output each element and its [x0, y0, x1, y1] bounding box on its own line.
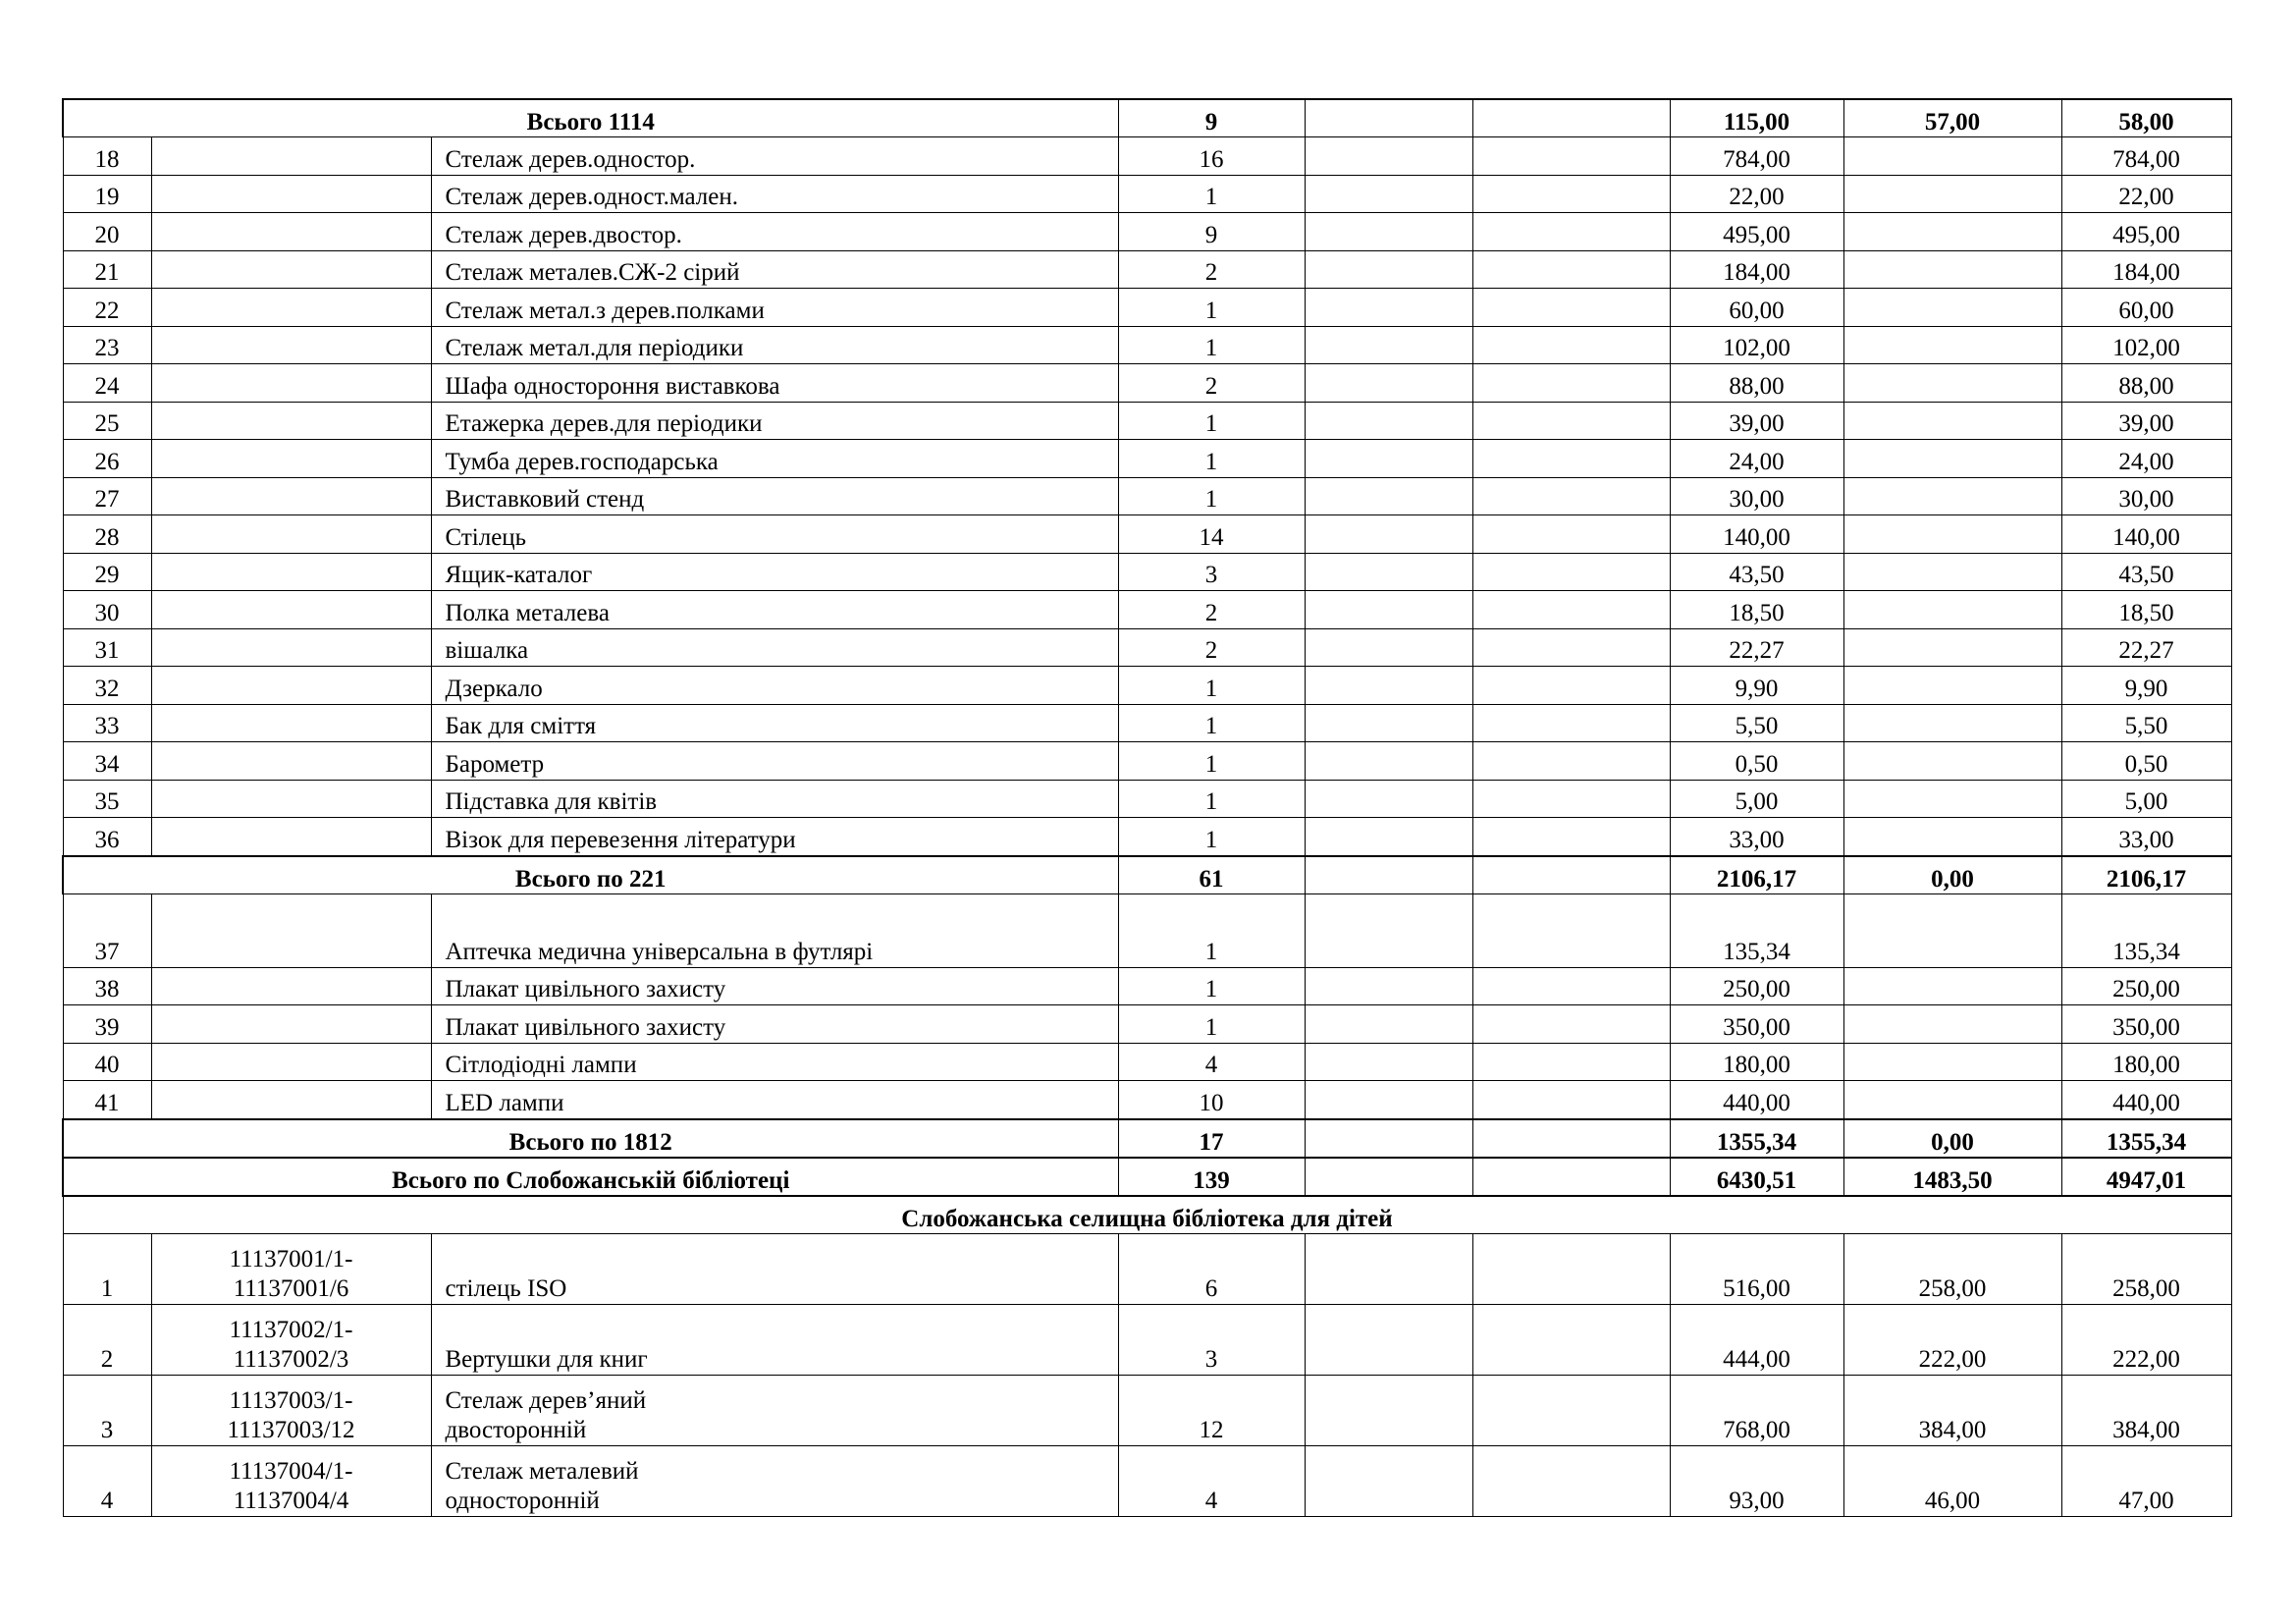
inventory-number [151, 893, 431, 967]
item-sum: 22,00 [1670, 175, 1843, 213]
item-sum: 33,00 [1670, 818, 1843, 856]
item-sum: 102,00 [1670, 326, 1843, 364]
total-sum: 2106,17 [1670, 856, 1843, 894]
item-name-line2: стілець ISO [445, 1274, 567, 1302]
total-residual: 1355,34 [2061, 1119, 2231, 1158]
inventory-number [151, 1233, 431, 1304]
item-residual: 18,50 [2061, 591, 2231, 629]
item-qty: 1 [1118, 893, 1305, 967]
item-qty: 12 [1118, 1375, 1305, 1445]
inventory-number [151, 553, 431, 591]
item-wear [1843, 893, 2061, 967]
item-qty: 2 [1118, 250, 1305, 289]
total-row-1812 [63, 1119, 2231, 1158]
total-wear: 57,00 [1843, 99, 2061, 137]
inventory-number [151, 818, 431, 856]
row-number: 25 [63, 402, 151, 440]
inventory-number [151, 289, 431, 327]
item-name: Тумба дерев.господарська [431, 440, 1118, 478]
item-name: Стелаж дерев.двостор. [431, 213, 1118, 251]
row-number: 23 [63, 326, 151, 364]
item-sum: 9,90 [1670, 667, 1843, 705]
total-residual: 58,00 [2061, 99, 2231, 137]
table-row [63, 553, 2231, 591]
item-qty: 14 [1118, 515, 1305, 554]
section-title: Слобожанська селищна бібліотека для дітей [63, 1196, 2231, 1234]
item-name: Ящик-каталог [431, 553, 1118, 591]
item-sum: 88,00 [1670, 364, 1843, 403]
item-wear [1843, 818, 2061, 856]
inventory-number-end: 11137001/6 [233, 1274, 349, 1302]
table-row [63, 818, 2231, 856]
row-number: 36 [63, 818, 151, 856]
item-name: Етажерка дерев.для періодики [431, 402, 1118, 440]
total-row-library [63, 1158, 2231, 1196]
item-qty: 1 [1118, 818, 1305, 856]
item-qty: 4 [1118, 1445, 1305, 1516]
row-number: 41 [63, 1081, 151, 1119]
section-header [63, 1196, 2231, 1234]
table-row [63, 213, 2231, 251]
table-row [63, 667, 2231, 705]
row-number: 37 [63, 893, 151, 967]
table-row [63, 364, 2231, 403]
item-sum: 184,00 [1670, 250, 1843, 289]
row-number: 26 [63, 440, 151, 478]
table-row [63, 326, 2231, 364]
inventory-number [151, 1081, 431, 1119]
table-row [63, 1304, 2231, 1375]
item-wear [1843, 137, 2061, 176]
row-number: 30 [63, 591, 151, 629]
inventory-number [151, 1375, 431, 1445]
item-wear: 258,00 [1843, 1233, 2061, 1304]
item-sum: 24,00 [1670, 440, 1843, 478]
item-sum: 350,00 [1670, 1005, 1843, 1044]
item-qty: 1 [1118, 477, 1305, 515]
item-sum: 93,00 [1670, 1445, 1843, 1516]
item-residual: 258,00 [2061, 1233, 2231, 1304]
item-sum: 135,34 [1670, 893, 1843, 967]
item-sum: 516,00 [1670, 1233, 1843, 1304]
item-wear: 384,00 [1843, 1375, 2061, 1445]
row-number: 1 [63, 1233, 151, 1304]
inventory-number [151, 515, 431, 554]
inventory-number [151, 591, 431, 629]
inventory-number [151, 742, 431, 781]
inventory-number-start: 11137002/1- [229, 1316, 353, 1343]
item-qty: 16 [1118, 137, 1305, 176]
inventory-number [151, 326, 431, 364]
item-qty: 1 [1118, 967, 1305, 1005]
inventory-number [151, 628, 431, 667]
row-number: 34 [63, 742, 151, 781]
total-sum: 115,00 [1670, 99, 1843, 137]
item-wear [1843, 591, 2061, 629]
inventory-number [151, 1445, 431, 1516]
item-wear: 222,00 [1843, 1304, 2061, 1375]
row-number: 28 [63, 515, 151, 554]
item-wear [1843, 704, 2061, 742]
item-qty: 1 [1118, 175, 1305, 213]
table-row [63, 742, 2231, 781]
item-name: LED лампи [431, 1081, 1118, 1119]
item-name-line2: Вертушки для книг [445, 1345, 648, 1373]
item-name: Аптечка медична універсальна в футлярі [431, 893, 1118, 967]
item-wear [1843, 213, 2061, 251]
row-number: 4 [63, 1445, 151, 1516]
item-name: Стелаж металев.СЖ-2 сірий [431, 250, 1118, 289]
table-row [63, 967, 2231, 1005]
item-name [431, 1375, 1118, 1445]
inventory-number-end: 11137003/12 [227, 1416, 355, 1443]
total-wear: 1483,50 [1843, 1158, 2061, 1196]
table-row [63, 175, 2231, 213]
row-number: 35 [63, 780, 151, 818]
item-wear [1843, 628, 2061, 667]
table-row [63, 893, 2231, 967]
total-residual: 4947,01 [2061, 1158, 2231, 1196]
item-wear [1843, 780, 2061, 818]
item-qty: 2 [1118, 364, 1305, 403]
inventory-number-start: 11137004/1- [229, 1457, 353, 1485]
table-row [63, 1375, 2231, 1445]
inventory-number [151, 137, 431, 176]
item-residual: 184,00 [2061, 250, 2231, 289]
item-qty: 6 [1118, 1233, 1305, 1304]
total-label: Всього по 221 [63, 856, 1118, 894]
row-number: 19 [63, 175, 151, 213]
item-wear: 46,00 [1843, 1445, 2061, 1516]
item-residual: 250,00 [2061, 967, 2231, 1005]
row-number: 39 [63, 1005, 151, 1044]
item-qty: 1 [1118, 440, 1305, 478]
item-name: вішалка [431, 628, 1118, 667]
row-number: 3 [63, 1375, 151, 1445]
item-name-line1: Стелаж металевий [445, 1457, 639, 1485]
item-qty: 2 [1118, 628, 1305, 667]
item-residual: 60,00 [2061, 289, 2231, 327]
total-wear: 0,00 [1843, 1119, 2061, 1158]
item-sum: 180,00 [1670, 1043, 1843, 1081]
item-name: Стелаж дерев.одност.мален. [431, 175, 1118, 213]
item-residual: 135,34 [2061, 893, 2231, 967]
item-name-line1 [446, 1316, 1112, 1345]
row-number: 2 [63, 1304, 151, 1375]
inventory-number [151, 1304, 431, 1375]
item-sum: 30,00 [1670, 477, 1843, 515]
total-qty: 17 [1118, 1119, 1305, 1158]
item-qty: 9 [1118, 213, 1305, 251]
item-sum: 39,00 [1670, 402, 1843, 440]
item-sum: 250,00 [1670, 967, 1843, 1005]
row-number: 27 [63, 477, 151, 515]
row-number: 22 [63, 289, 151, 327]
inventory-number [151, 477, 431, 515]
item-name-line1: Стелаж дерев’яний [445, 1386, 647, 1414]
item-residual: 47,00 [2061, 1445, 2231, 1516]
table-row [63, 1043, 2231, 1081]
item-sum: 43,50 [1670, 553, 1843, 591]
item-residual: 24,00 [2061, 440, 2231, 478]
total-label: Всього по Слобожанській бібліотеці [63, 1158, 1118, 1196]
table-row [63, 1081, 2231, 1119]
item-residual: 102,00 [2061, 326, 2231, 364]
item-sum: 440,00 [1670, 1081, 1843, 1119]
item-residual: 222,00 [2061, 1304, 2231, 1375]
item-sum: 18,50 [1670, 591, 1843, 629]
row-number: 33 [63, 704, 151, 742]
item-name: Виставковий стенд [431, 477, 1118, 515]
table-row [63, 1445, 2231, 1516]
item-qty: 3 [1118, 553, 1305, 591]
item-residual: 30,00 [2061, 477, 2231, 515]
item-wear [1843, 553, 2061, 591]
item-residual: 9,90 [2061, 667, 2231, 705]
item-name: Стелаж дерев.одностор. [431, 137, 1118, 176]
table-row [63, 780, 2231, 818]
item-wear [1843, 326, 2061, 364]
item-name: Сітлодіодні лампи [431, 1043, 1118, 1081]
table-row [63, 289, 2231, 327]
item-wear [1843, 667, 2061, 705]
inventory-number [151, 667, 431, 705]
item-residual: 784,00 [2061, 137, 2231, 176]
item-name: Плакат цивільного захисту [431, 967, 1118, 1005]
item-residual: 22,00 [2061, 175, 2231, 213]
row-number: 18 [63, 137, 151, 176]
item-name-line2: односторонній [445, 1487, 600, 1514]
item-qty: 1 [1118, 1005, 1305, 1044]
item-residual: 88,00 [2061, 364, 2231, 403]
inventory-number-start: 11137001/1- [229, 1245, 353, 1272]
item-sum: 5,00 [1670, 780, 1843, 818]
inventory-number [151, 780, 431, 818]
total-label: Всього по 1812 [63, 1119, 1118, 1158]
item-wear [1843, 1043, 2061, 1081]
item-qty: 3 [1118, 1304, 1305, 1375]
item-name: Стелаж метал.з дерев.полками [431, 289, 1118, 327]
item-sum: 5,50 [1670, 704, 1843, 742]
total-qty: 9 [1118, 99, 1305, 137]
item-name: Барометр [431, 742, 1118, 781]
total-row-221 [63, 856, 2231, 894]
inventory-number [151, 440, 431, 478]
item-qty: 10 [1118, 1081, 1305, 1119]
inventory-number [151, 704, 431, 742]
item-name [431, 1304, 1118, 1375]
total-qty: 61 [1118, 856, 1305, 894]
item-name: Бак для сміття [431, 704, 1118, 742]
item-sum: 444,00 [1670, 1304, 1843, 1375]
total-sum: 6430,51 [1670, 1158, 1843, 1196]
row-number: 24 [63, 364, 151, 403]
item-residual: 43,50 [2061, 553, 2231, 591]
item-qty: 1 [1118, 289, 1305, 327]
table-row [63, 137, 2231, 176]
item-name-line2: двосторонній [445, 1416, 587, 1443]
inventory-number-start: 11137003/1- [229, 1386, 353, 1414]
item-name: Стелаж метал.для періодики [431, 326, 1118, 364]
row-number: 40 [63, 1043, 151, 1081]
item-qty: 1 [1118, 704, 1305, 742]
inventory-number [151, 250, 431, 289]
inventory-table [62, 98, 2232, 1517]
item-sum: 22,27 [1670, 628, 1843, 667]
total-residual: 2106,17 [2061, 856, 2231, 894]
item-wear [1843, 289, 2061, 327]
item-qty: 4 [1118, 1043, 1305, 1081]
item-wear [1843, 364, 2061, 403]
inventory-number-end: 11137002/3 [233, 1345, 349, 1373]
item-wear [1843, 477, 2061, 515]
item-name [431, 1445, 1118, 1516]
item-name-line1 [446, 1245, 1112, 1274]
item-qty: 1 [1118, 667, 1305, 705]
item-sum: 0,50 [1670, 742, 1843, 781]
table-row [63, 628, 2231, 667]
item-residual: 180,00 [2061, 1043, 2231, 1081]
item-residual: 5,00 [2061, 780, 2231, 818]
item-sum: 140,00 [1670, 515, 1843, 554]
inventory-number [151, 967, 431, 1005]
item-qty: 1 [1118, 742, 1305, 781]
item-residual: 22,27 [2061, 628, 2231, 667]
inventory-number [151, 1043, 431, 1081]
item-name: Візок для перевезення літератури [431, 818, 1118, 856]
table-row [63, 477, 2231, 515]
inventory-number [151, 175, 431, 213]
item-wear [1843, 1081, 2061, 1119]
row-number: 31 [63, 628, 151, 667]
item-wear [1843, 742, 2061, 781]
table-row [63, 440, 2231, 478]
item-qty: 1 [1118, 326, 1305, 364]
item-wear [1843, 250, 2061, 289]
item-sum: 60,00 [1670, 289, 1843, 327]
item-name: Дзеркало [431, 667, 1118, 705]
item-wear [1843, 1005, 2061, 1044]
item-wear [1843, 440, 2061, 478]
item-qty: 2 [1118, 591, 1305, 629]
item-wear [1843, 967, 2061, 1005]
item-name: Шафа одностороння виставкова [431, 364, 1118, 403]
item-wear [1843, 402, 2061, 440]
total-label: Всього 1114 [63, 99, 1118, 137]
inventory-number [151, 213, 431, 251]
table-row [63, 515, 2231, 554]
item-residual: 440,00 [2061, 1081, 2231, 1119]
item-name [431, 1233, 1118, 1304]
item-wear [1843, 515, 2061, 554]
row-number: 38 [63, 967, 151, 1005]
item-residual: 350,00 [2061, 1005, 2231, 1044]
item-residual: 384,00 [2061, 1375, 2231, 1445]
inventory-number [151, 402, 431, 440]
item-wear [1843, 175, 2061, 213]
table-row [63, 1005, 2231, 1044]
item-residual: 0,50 [2061, 742, 2231, 781]
item-name: Стілець [431, 515, 1118, 554]
item-name: Підставка для квітів [431, 780, 1118, 818]
item-sum: 768,00 [1670, 1375, 1843, 1445]
total-wear: 0,00 [1843, 856, 2061, 894]
item-residual: 5,50 [2061, 704, 2231, 742]
item-residual: 495,00 [2061, 213, 2231, 251]
item-name: Плакат цивільного захисту [431, 1005, 1118, 1044]
item-qty: 1 [1118, 402, 1305, 440]
table-row [63, 250, 2231, 289]
row-number: 29 [63, 553, 151, 591]
item-qty: 1 [1118, 780, 1305, 818]
inventory-number-end: 11137004/4 [233, 1487, 349, 1514]
table-row [63, 1233, 2231, 1304]
total-row-1114 [63, 99, 2231, 137]
table-row [63, 591, 2231, 629]
row-number: 32 [63, 667, 151, 705]
inventory-number [151, 364, 431, 403]
inventory-number [151, 1005, 431, 1044]
item-residual: 140,00 [2061, 515, 2231, 554]
row-number: 21 [63, 250, 151, 289]
row-number: 20 [63, 213, 151, 251]
total-qty: 139 [1118, 1158, 1305, 1196]
item-sum: 495,00 [1670, 213, 1843, 251]
table-row [63, 704, 2231, 742]
total-sum: 1355,34 [1670, 1119, 1843, 1158]
item-residual: 33,00 [2061, 818, 2231, 856]
table-row [63, 402, 2231, 440]
item-name: Полка металева [431, 591, 1118, 629]
item-residual: 39,00 [2061, 402, 2231, 440]
item-sum: 784,00 [1670, 137, 1843, 176]
